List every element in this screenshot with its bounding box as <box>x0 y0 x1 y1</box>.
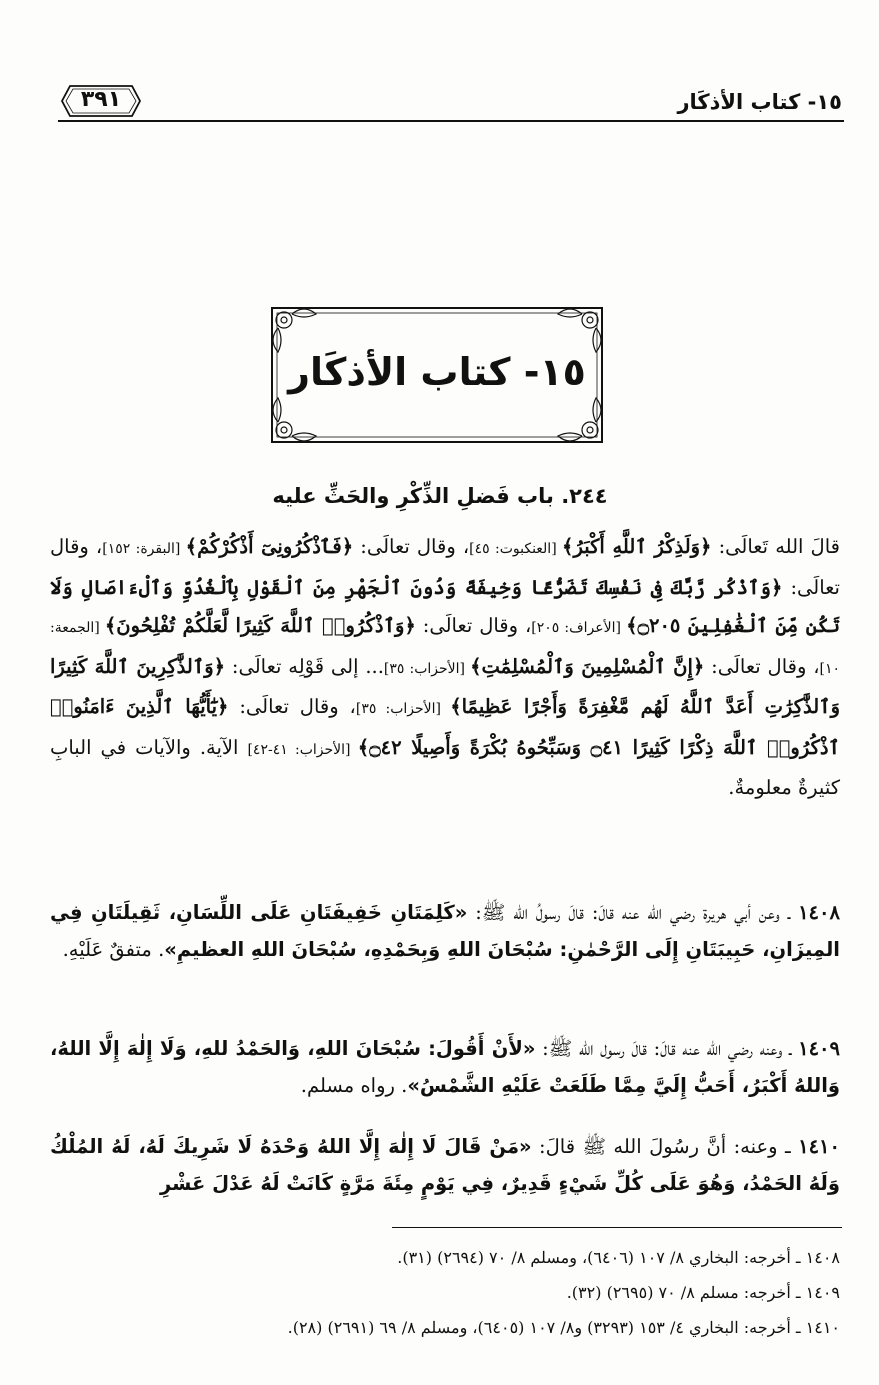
page-number-frame <box>60 84 142 118</box>
verse-citation-2: [البقرة: ١٥٢] <box>102 541 186 557</box>
hadith-source: . متفقٌ عَلَيْهِ. <box>62 938 165 961</box>
quran-verse-4: ﴿وَٱذْكُرُوا۟ ٱللَّهَ كَثِيرًا لَّعَلَّكُمْ تُفْلِحُونَ﴾ <box>104 614 416 637</box>
hadith-source: . رواه مسلم. <box>300 1074 408 1097</box>
verse-citation-3: [الأعراف: ٢٠٥] <box>531 620 627 636</box>
chapter-heading: ٢٤٤. باب فَضلِ الذِّكْرِ والحَثِّ عليه <box>272 484 608 508</box>
quran-verse-1: ﴿وَلَذِكْرُ ٱللَّهِ أَكْبَرُ﴾ <box>562 535 712 558</box>
quran-verse-5: ﴿إِنَّ ٱلْمُسْلِمِينَ وَٱلْمُسْلِمَٰتِ﴾ <box>470 654 705 678</box>
footnote-1410: ١٤١٠ ـ أخرجه: البخاري ٤/ ١٥٣ (٣٢٩٣) و٨/ ١٠٧ (٦٤٠٥)، ومسلم ٨/ ٦٩ (٢٦٩١) (٢٨). <box>287 1318 840 1337</box>
hadith-text: «كَلِمَتَانِ خَفِيفَتَانِ عَلَى اللِّسَانِ، ثَقِيلَتَانِ فِي المِيزَانِ، حَبِيبَتَانِ إِلَى الرَّحْمٰنِ: سُبْحَانَ اللهِ وَبِحَمْدِهِ، سُبْحَانَ اللهِ العظيمِ» <box>50 901 840 961</box>
intro-text-6: ... إلى قَوْلِه تعالَى: <box>225 654 384 678</box>
hadith-number: ١٤٠٩ <box>798 1037 840 1060</box>
footnote-1408: ١٤٠٨ ـ أخرجه: البخاري ٨/ ١٠٧ (٦٤٠٦)، ومسلم ٨/ ٧٠ (٢٦٩٤) (٣١). <box>397 1248 840 1267</box>
intro-paragraph <box>50 528 840 808</box>
hadith-narration: ـ وعن أبي هريرة رضي الله عنه قالَ: قالَ رسولُ الله ﷺ: <box>467 901 799 924</box>
footnote-1409: ١٤٠٩ ـ أخرجه: مسلم ٨/ ٧٠ (٢٦٩٥) (٣٢). <box>566 1283 840 1302</box>
book-title: ١٥- كتاب الأذكَار <box>288 350 586 394</box>
intro-text-2: ، وقال تعالَى: <box>353 535 470 558</box>
hadith-1408 <box>50 894 840 968</box>
verse-citation-7: [الأحزاب: ٤١-٤٢] <box>247 741 358 758</box>
header-rule <box>58 120 844 122</box>
hadith-narration: ـ وعنه رضي الله عنه قالَ: قالَ رسول الله ﷺ: <box>535 1037 799 1060</box>
running-title: ١٥- كتاب الأذكَار <box>677 90 842 114</box>
footnotes <box>50 1240 840 1345</box>
page-number: ٣٩١ <box>80 87 122 112</box>
hadith-narration: ـ وعنه: أنَّ رسُولَ الله ﷺ قالَ: <box>531 1135 799 1158</box>
verse-citation-4: [الجمعة: ١٠] <box>50 620 841 677</box>
hadith-text: «مَنْ قَالَ لَا إِلٰهَ إِلَّا اللهُ وَحْدَهُ لَا شَرِيكَ لَهُ، لَهُ المُلْكُ وَلَهُ الحَمْدُ، وَهُوَ عَلَى كُلِّ شَيْءٍ قَدِيرٌ، فِي يَوْمٍ مِئَةَ مَرَّةٍ كَانَتْ لَهُ عَدْلَ عَشْرِ <box>50 1135 840 1195</box>
quran-verse-6: ﴿وَٱلذَّٰكِرِينَ ٱللَّهَ كَثِيرًا وَٱلذَّٰكِرَٰتِ أَعَدَّ ٱللَّهُ لَهُم مَّغْفِرَةً وَأَجْرًا عَظِيمًا﴾ <box>50 654 840 718</box>
hadith-number: ١٤٠٨ <box>798 901 840 924</box>
verse-citation-1: [العنكبوت: ٤٥] <box>469 541 563 557</box>
hadith-1409 <box>50 1030 840 1104</box>
hadith-text: «لأَنْ أَقُولَ: سُبْحَانَ اللهِ، وَالحَمْدُ للهِ، وَلَا إِلٰهَ إِلَّا اللهُ، وَاللهُ أَكْبَرُ، أَحَبُّ إِلَيَّ مِمَّا طَلَعَتْ عَلَيْهِ الشَّمْسُ» <box>50 1037 840 1097</box>
intro-text-5: ، وقال تعالَى: <box>704 654 820 678</box>
intro-text-3: ، وقال تعالَى: <box>50 535 840 599</box>
hadith-1410 <box>50 1128 840 1202</box>
quran-verse-7: ﴿يَٰٓأَيُّهَا ٱلَّذِينَ ءَامَنُوا۟ ٱذْكُرُوا۟ ٱللَّهَ ذِكْرًا كَثِيرًا ۝٤١ وَسَبِّحُوهُ بُكْرَةً وَأَصِيلًا ۝٤٢﴾ <box>50 695 840 759</box>
intro-text-1: قالَ الله تَعالَى: <box>711 535 840 558</box>
quran-verse-3: ﴿وَٱذْكُر رَّبَّكَ فِى نَفْسِكَ تَضَرُّعًا وَخِيفَةً وَدُونَ ٱلْجَهْرِ مِنَ ٱلْقَوْلِ بِٱلْغُدُوِّ وَٱلْءَاصَالِ وَلَا تَكُن مِّنَ ٱلْغَٰفِلِينَ ۝٢٠٥﴾ <box>50 575 840 637</box>
verse-citation-6: [الأحزاب: ٣٥] <box>355 701 451 717</box>
verse-citation-5: [الأحزاب: ٣٥] <box>383 660 471 677</box>
intro-text-7: ، وقال تعالَى: <box>228 695 356 718</box>
intro-text-8: الآية. والآيات في البابِ كثيرةٌ معلومةٌ. <box>50 735 840 799</box>
hadith-number: ١٤١٠ <box>798 1135 840 1158</box>
footnote-rule <box>392 1227 842 1228</box>
intro-text-4: ، وقال تعالَى: <box>415 614 532 637</box>
book-title-frame <box>264 300 610 450</box>
quran-verse-2: ﴿فَٱذْكُرُونِىٓ أَذْكُرْكُمْ﴾ <box>185 535 354 558</box>
